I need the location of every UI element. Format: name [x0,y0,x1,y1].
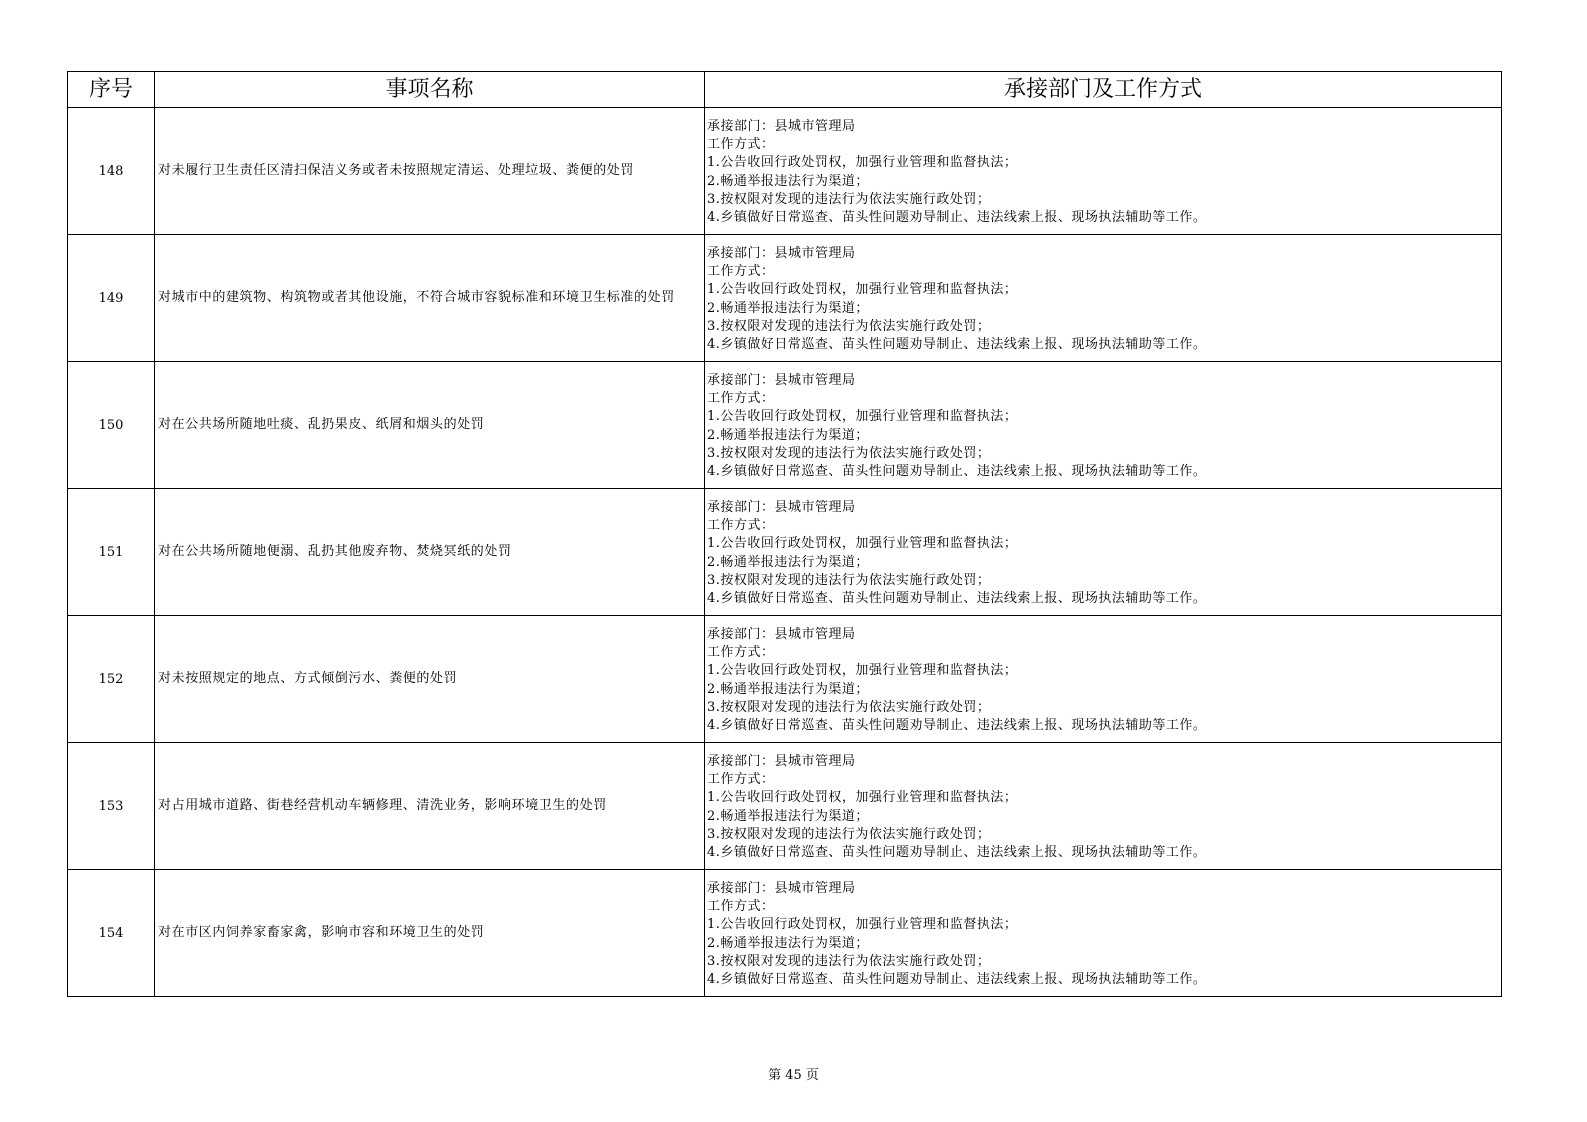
department-method-line: 1.公告收回行政处罚权，加强行业管理和监督执法； [707,409,1018,425]
matter-name-cell: 对未按照规定的地点、方式倾倒污水、粪便的处罚 [155,616,705,743]
department-method-cell [705,616,1502,743]
header-serial-number: 序号 [68,72,155,108]
department-method-line: 1.公告收回行政处罚权，加强行业管理和监督执法； [707,282,1018,298]
department-method-cell [705,362,1502,489]
department-method-line: 3.按权限对发现的违法行为依法实施行政处罚； [707,191,991,207]
department-method-line: 2.畅通举报违法行为渠道； [707,681,869,697]
department-method-line: 工作方式： [707,391,775,407]
department-method-cell [705,489,1502,616]
department-method-line: 承接部门：县城市管理局 [707,246,856,261]
department-method-line: 3.按权限对发现的违法行为依法实施行政处罚； [707,953,991,969]
header-department-method: 承接部门及工作方式 [705,72,1502,108]
department-method-cell [705,743,1502,870]
department-method-line: 4.乡镇做好日常巡查、苗头性问题劝导制止、违法线索上报、现场执法辅助等工作。 [707,464,1207,480]
department-method-line: 1.公告收回行政处罚权，加强行业管理和监督执法； [707,790,1018,806]
matters-table [67,71,1502,997]
department-method-line: 工作方式： [707,899,775,915]
serial-number-cell: 149 [68,235,155,362]
department-method-cell [705,235,1502,362]
matter-name-cell: 对在公共场所随地便溺、乱扔其他废弃物、焚烧冥纸的处罚 [155,489,705,616]
matter-name-cell: 对城市中的建筑物、构筑物或者其他设施，不符合城市容貌标准和环境卫生标准的处罚 [155,235,705,362]
department-method-line: 2.畅通举报违法行为渠道； [707,427,869,443]
table-row [68,108,1502,235]
department-method-line: 4.乡镇做好日常巡查、苗头性问题劝导制止、违法线索上报、现场执法辅助等工作。 [707,972,1207,988]
table-body [68,108,1502,997]
department-method-line: 承接部门：县城市管理局 [707,754,856,769]
department-method-line: 2.畅通举报违法行为渠道； [707,300,869,316]
department-method-line: 1.公告收回行政处罚权，加强行业管理和监督执法； [707,536,1018,552]
department-method-line: 4.乡镇做好日常巡查、苗头性问题劝导制止、违法线索上报、现场执法辅助等工作。 [707,591,1207,607]
department-method-line: 4.乡镇做好日常巡查、苗头性问题劝导制止、违法线索上报、现场执法辅助等工作。 [707,210,1207,226]
header-row [68,72,1502,108]
department-method-line: 2.畅通举报违法行为渠道； [707,173,869,189]
department-method-line: 3.按权限对发现的违法行为依法实施行政处罚； [707,445,991,461]
department-method-line: 承接部门：县城市管理局 [707,373,856,388]
department-method-line: 工作方式： [707,645,775,661]
department-method-line: 承接部门：县城市管理局 [707,500,856,515]
department-method-line: 工作方式： [707,137,775,153]
matter-name-cell: 对未履行卫生责任区清扫保洁义务或者未按照规定清运、处理垃圾、粪便的处罚 [155,108,705,235]
department-method-line: 工作方式： [707,772,775,788]
serial-number-cell: 148 [68,108,155,235]
department-method-line: 承接部门：县城市管理局 [707,881,856,896]
matter-name-cell: 对在公共场所随地吐痰、乱扔果皮、纸屑和烟头的处罚 [155,362,705,489]
serial-number-cell: 153 [68,743,155,870]
department-method-line: 2.畅通举报违法行为渠道； [707,808,869,824]
department-method-line: 2.畅通举报违法行为渠道； [707,554,869,570]
department-method-line: 3.按权限对发现的违法行为依法实施行政处罚； [707,572,991,588]
department-method-line: 1.公告收回行政处罚权，加强行业管理和监督执法； [707,663,1018,679]
department-method-line: 3.按权限对发现的违法行为依法实施行政处罚； [707,318,991,334]
serial-number-cell: 151 [68,489,155,616]
department-method-line: 4.乡镇做好日常巡查、苗头性问题劝导制止、违法线索上报、现场执法辅助等工作。 [707,337,1207,353]
matter-name-cell: 对在市区内饲养家畜家禽，影响市容和环境卫生的处罚 [155,870,705,997]
department-method-line: 承接部门：县城市管理局 [707,627,856,642]
table-row [68,870,1502,997]
table-row [68,616,1502,743]
table-row [68,743,1502,870]
table-header [68,72,1502,108]
department-method-line: 3.按权限对发现的违法行为依法实施行政处罚； [707,699,991,715]
department-method-line: 1.公告收回行政处罚权，加强行业管理和监督执法； [707,155,1018,171]
page-number: 第 45 页 [768,1068,819,1083]
table-row [68,362,1502,489]
department-method-line: 4.乡镇做好日常巡查、苗头性问题劝导制止、违法线索上报、现场执法辅助等工作。 [707,845,1207,861]
matter-name-cell: 对占用城市道路、街巷经营机动车辆修理、清洗业务，影响环境卫生的处罚 [155,743,705,870]
department-method-cell [705,108,1502,235]
table-row [68,235,1502,362]
department-method-line: 2.畅通举报违法行为渠道； [707,935,869,951]
department-method-line: 工作方式： [707,518,775,534]
department-method-line: 4.乡镇做好日常巡查、苗头性问题劝导制止、违法线索上报、现场执法辅助等工作。 [707,718,1207,734]
department-method-line: 承接部门：县城市管理局 [707,119,856,134]
serial-number-cell: 150 [68,362,155,489]
serial-number-cell: 154 [68,870,155,997]
department-method-cell [705,870,1502,997]
department-method-line: 工作方式： [707,264,775,280]
table-row [68,489,1502,616]
serial-number-cell: 152 [68,616,155,743]
department-method-line: 3.按权限对发现的违法行为依法实施行政处罚； [707,826,991,842]
department-method-line: 1.公告收回行政处罚权，加强行业管理和监督执法； [707,917,1018,933]
header-matter-name: 事项名称 [155,72,705,108]
